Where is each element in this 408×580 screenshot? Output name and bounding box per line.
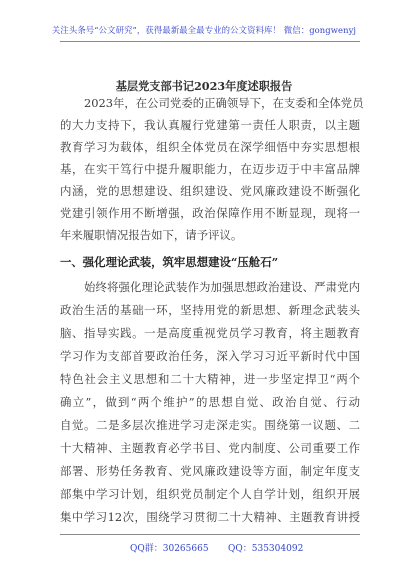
paragraph-line: 十大精神、主题教育必学书目、党内制度、公司重要工作 <box>60 441 360 455</box>
paragraph-line: 确立”，做到“两个维护”的思想自觉、政治自觉、行动 <box>60 395 360 409</box>
qq-group-number: QQ群：30265665 <box>130 544 209 554</box>
section-heading: 一、强化理论武装，筑牢思想建设“压舱石” <box>60 255 279 269</box>
document-title: 基层党支部书记2023年度述职报告 <box>115 79 293 93</box>
paragraph-line: 基，在实干笃行中提升履职能力，在迈步迈于中丰富品牌 <box>60 162 360 176</box>
paragraph-line: 自觉。二是多层次推进学习走深走实。围绕第一议题、二 <box>60 418 360 432</box>
paragraph-line: 部署、形势任务教育、党风廉政建设等方面，制定年度支 <box>60 464 360 478</box>
qq-number: QQ：535304092 <box>228 544 304 554</box>
paragraph-line: 年来履职情况报告如下，请予评议。 <box>60 228 243 242</box>
paragraph-line: 内涵，党的思想建设、组织建设、党风廉政建设不断强化 <box>60 184 360 198</box>
paragraph-line: 教育学习为载体，组织全体党员在深学细悟中夯实思想根 <box>60 140 360 154</box>
header-promo-note: 关注头条号“公文研究”，获得最新最全最专业的公文资料库！ 微信：gongwenyj <box>51 25 357 35</box>
paragraph-line: 政治生活的基础一环，坚持用党的新思想、新理念武装头 <box>60 303 360 317</box>
header-divider <box>60 41 360 42</box>
paragraph-line: 学习作为支部首要政治任务，深入学习习近平新时代中国 <box>60 349 360 363</box>
footer-divider <box>60 534 360 535</box>
paragraph-line: 特色社会主义思想和二十大精神，进一步坚定捍卫“两个 <box>60 372 360 386</box>
paragraph-line: 部集中学习计划，组织党员制定个人自学计划，组织开展 <box>60 487 360 501</box>
paragraph-line: 脑、指导实践。一是高度重视党员学习教育，将主题教育 <box>60 326 360 340</box>
paragraph-line: 的大力支持下，我认真履行党建第一责任人职责，以主题 <box>60 118 360 132</box>
paragraph-line: 集中学习12次，围绕学习贯彻二十大精神、主题教育讲授 <box>60 510 360 524</box>
paragraph-line: 2023年，在公司党委的正确领导下，在支委和全体党员 <box>84 96 364 110</box>
paragraph-line: 党建引领作用不断增强，政治保障作用不断显现，现将一 <box>60 206 360 220</box>
paragraph-line: 始终将强化理论武装作为加强思想政治建设、严肃党内 <box>84 280 360 294</box>
footer-contact <box>0 541 408 555</box>
